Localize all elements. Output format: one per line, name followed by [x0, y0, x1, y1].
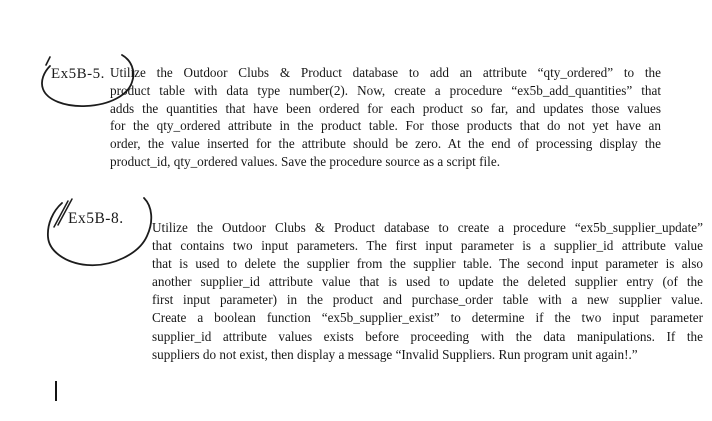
exercise-text-ex5b-5 — [110, 64, 661, 171]
paragraph-line: another supplier_id attribute value that is used to update the deleted supplier entry (of the — [152, 274, 703, 290]
paragraph-line: suppliers do not exist, then display a message “Invalid Suppliers. Run program unit again!.” — [152, 346, 638, 362]
paragraph-line: product_id, qty_ordered values. Save the procedure source as a script file. — [110, 153, 500, 169]
paragraph-line: Utilize the Outdoor Clubs & Product database to create a procedure “ex5b_supplier_update” — [152, 220, 703, 235]
exercise-label-ex5b-8: Ex5B-8. — [68, 210, 124, 227]
paragraph-line: for the qty_ordered attribute in the product table. For those products that do not yet have an — [110, 118, 661, 134]
paragraph-line: adds the quantities that have been ordered for each product so far, and updates those values — [110, 100, 661, 116]
paragraph-line: order, the value inserted for the attribute should be zero. At the end of processing display the — [110, 136, 661, 152]
text-caret[interactable] — [55, 381, 57, 401]
hand-drawn-circle-ex5b-8 — [44, 193, 158, 275]
paragraph-line: supplier_id attribute values exists before proceeding with the data manipulations. If the — [152, 328, 703, 344]
exercise-label-ex5b-5: Ex5B-5. — [51, 66, 105, 82]
exercise-text-ex5b-8 — [152, 219, 703, 364]
paragraph-line: product table with data type number(2). Now, create a procedure “ex5b_add_quantities” that — [110, 82, 661, 98]
paragraph-line: that is used to delete the supplier from the supplier table. The second input parameter is also — [152, 256, 703, 272]
paragraph-line: Create a boolean function “ex5b_supplier_exist” to determine if the two input parameter — [152, 310, 703, 326]
paragraph-line: first input parameter) in the product and purchase_order table with a new supplier value. — [152, 292, 703, 308]
paragraph-line: that contains two input parameters. The first input parameter is a supplier_id attribute value — [152, 238, 703, 254]
paragraph-line: Utilize the Outdoor Clubs & Product database to add an attribute “qty_ordered” to the — [110, 65, 661, 80]
